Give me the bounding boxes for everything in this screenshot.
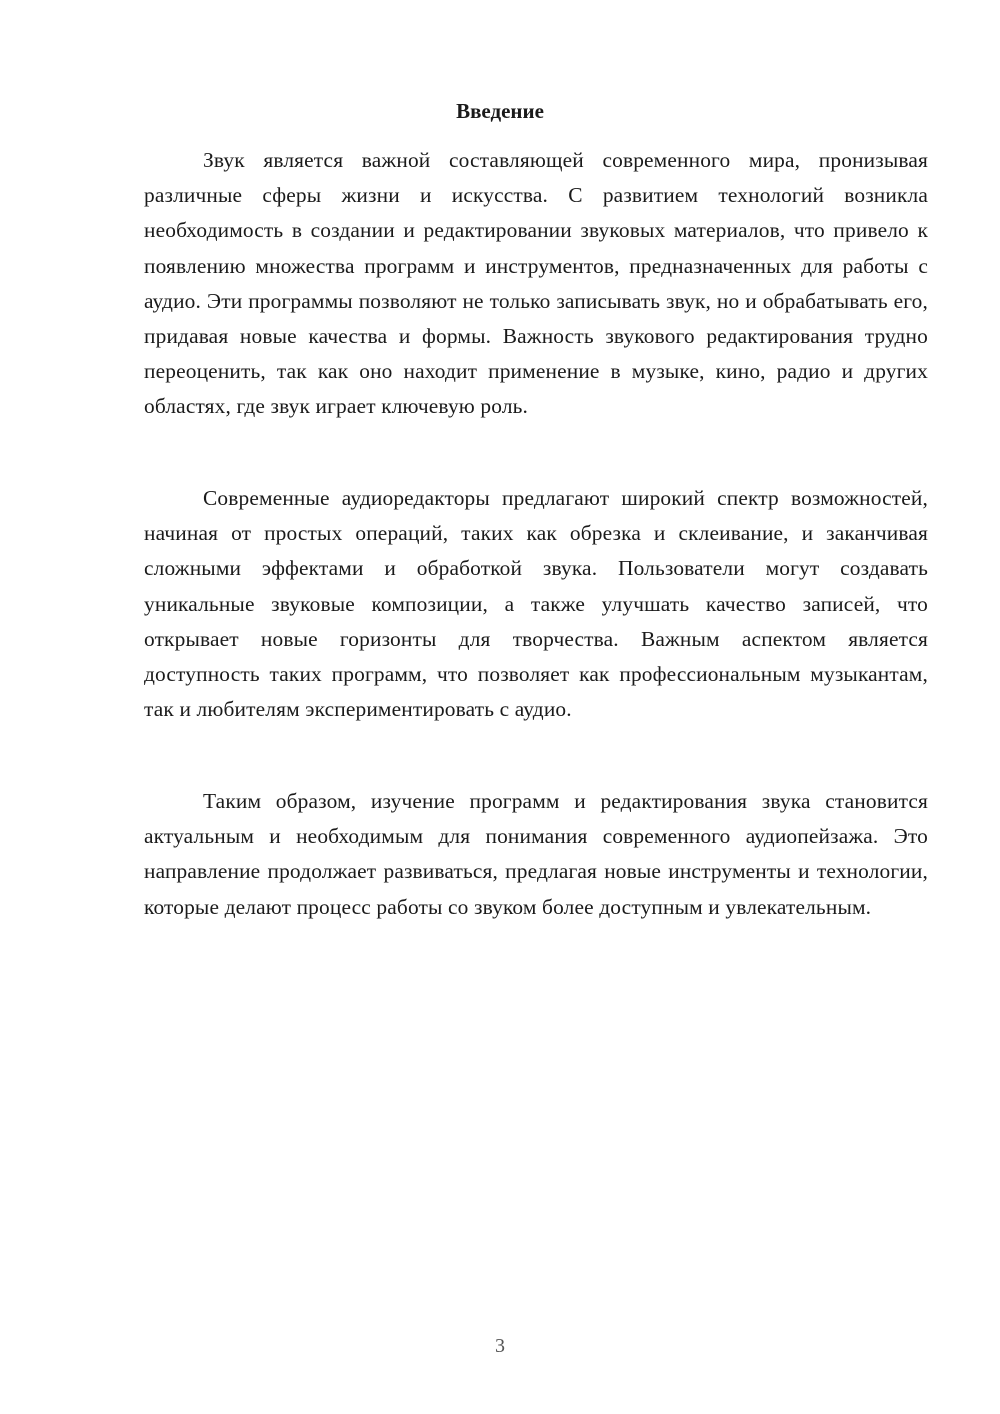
section-heading: Введение — [456, 99, 544, 123]
paragraph-1 — [144, 143, 928, 425]
paragraph-text: Современные аудиоредакторы предлагают широкий спектр возможностей, начиная от простых операций, таких как обрезка и склеивание, и заканчивая сложными эффектами и обработкой звука. Пользователи могут создавать уникальные звуковые композиции, а также улучшать качество записей, что открывает новые горизонты для творчества. Важным аспектом является доступность таких программ, что позволяет как профессиональным музыкантам, так и любителям экспериментировать с аудио. — [144, 486, 928, 722]
paragraph-3 — [144, 784, 928, 925]
page-number: 3 — [495, 1335, 505, 1357]
paragraph-2 — [144, 481, 928, 727]
paragraph-text: Звук является важной составляющей современного мира, пронизывая различные сферы жизни и искусства. С развитием технологий возникла необходимость в создании и редактировании звуковых материалов, что привело к появлению множества программ и инструментов, предназначенных для работы с аудио. Эти программы позволяют не только записывать звук, но и обрабатывать его, придавая новые качества и формы. Важность звукового редактирования трудно переоценить, так как оно находит применение в музыке, кино, радио и других областях, где звук играет ключевую роль. — [144, 148, 928, 419]
paragraph-text: Таким образом, изучение программ и редактирования звука становится актуальным и необходимым для понимания современного аудиопейзажа. Это направление продолжает развиваться, предлагая новые инструменты и технологии, которые делают процесс работы со звуком более доступным и увлекательным. — [144, 789, 928, 919]
